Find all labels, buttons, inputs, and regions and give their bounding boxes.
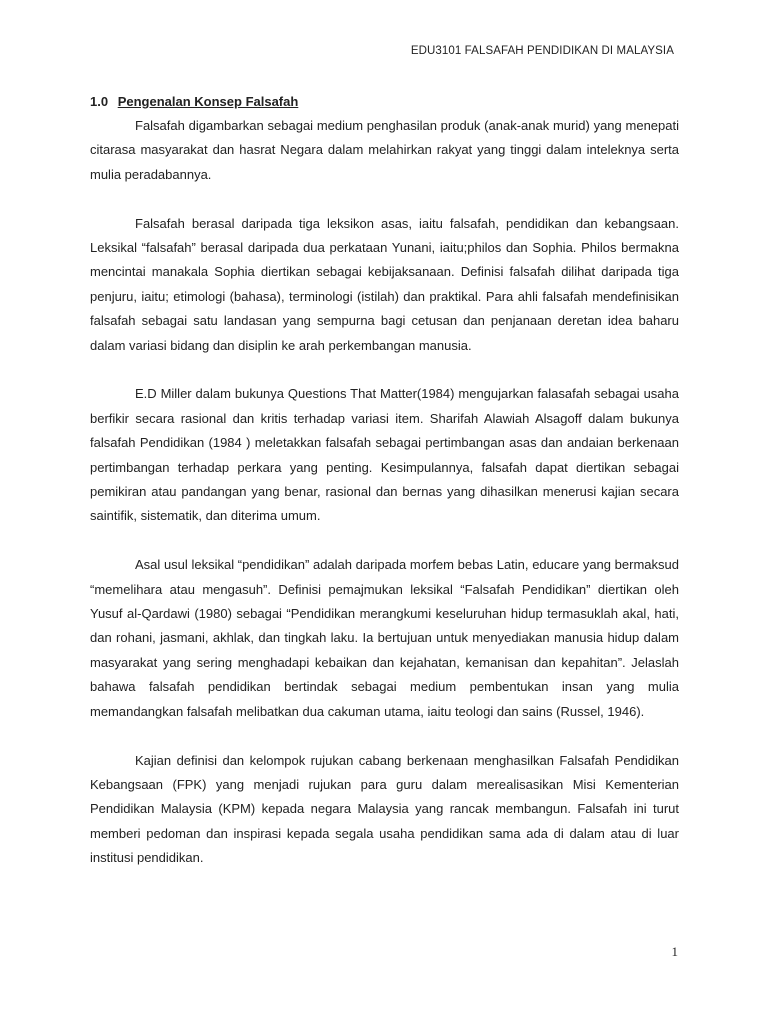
paragraph-2: Falsafah berasal daripada tiga leksikon asas, iaitu falsafah, pendidikan dan kebangsaan. Leksikal “falsafah” berasal daripada dua perkataan Yunani, iaitu;philos dan Sophia. Philos bermakna mencintai manakala Sophia diertikan sebagai kebijaksanaan. Definisi falsafah dilihat daripada tiga penjuru, iaitu; etimologi (bahasa), terminologi (istilah) dan praktikal. Para ahli falsafah mendefinisikan falsafah sebagai satu landasan yang sempurna bagi cetusan dan penjanaan deretan idea baharu dalam variasi bidang dan disiplin ke arah perkembangan manusia. bbox=[90, 215, 679, 353]
page-number: 1 bbox=[671, 944, 678, 959]
paragraph-3: E.D Miller dalam bukunya Questions That Matter(1984) mengujarkan falasafah sebagai usaha berfikir secara rasional dan kritis terhadap variasi item. Sharifah Alawiah Alsagoff dalam bukunya falsafah Pendidikan (1984 ) meletakkan falsafah sebagai pertimbangan asas dan andaian berkenaan pertimbangan terhadap perkara yang penting. Kesimpulannya, falsafah dapat diertikan sebagai pemikiran atau pandangan yang benar, rasional dan bernas yang dihasilkan menerusi kajian secara saintifik, sistematik, dan diterima umum. bbox=[90, 386, 679, 524]
section-number: 1.0 bbox=[90, 94, 109, 109]
section-heading bbox=[90, 92, 679, 112]
running-header: EDU3101 FALSAFAH PENDIDIKAN DI MALAYSIA bbox=[410, 45, 674, 57]
section-title: Pengenalan Konsep Falsafah bbox=[117, 94, 299, 109]
paragraph-1: Falsafah digambarkan sebagai medium penghasilan produk (anak-anak murid) yang menepati citarasa masyarakat dan hasrat Negara dalam melahirkan rakyat yang tinggi dalam inteleknya serta mulia peradabannya. bbox=[90, 118, 679, 182]
paragraph-4: Asal usul leksikal “pendidikan” adalah daripada morfem bebas Latin, educare yang bermaksud “memelihara atau mengasuh”. Definisi pemajmukan leksikal “Falsafah Pendidikan” diertikan oleh Yusuf al-Qardawi (1980) sebagai “Pendidikan merangkumi keseluruhan hidup termasuklah akal, hati, dan rohani, jasmani, akhlak, dan tingkah laku. Ia bertujuan untuk menyediakan manusia hidup dalam masyarakat yang sering menghadapi kebaikan dan kejahatan, kemanisan dan kepahitan”. Jelaslah bahawa falsafah pendidikan bertindak sebagai medium pembentukan insan yang mulia memandangkan falsafah melibatkan dua cakuman utama, iaitu teologi dan sains (Russel, 1946). bbox=[90, 557, 679, 719]
document-body bbox=[90, 92, 679, 895]
paragraph-5: Kajian definisi dan kelompok rujukan cabang berkenaan menghasilkan Falsafah Pendidikan Kebangsaan (FPK) yang menjadi rujukan para guru dalam merealisasikan Misi Kementerian Pendidikan Malaysia (KPM) kepada negara Malaysia yang rancak membangun. Falsafah ini turut memberi pedoman dan inspirasi kepada segala usaha pendidikan sama ada di dalam atau di luar institusi pendidikan. bbox=[90, 752, 679, 866]
